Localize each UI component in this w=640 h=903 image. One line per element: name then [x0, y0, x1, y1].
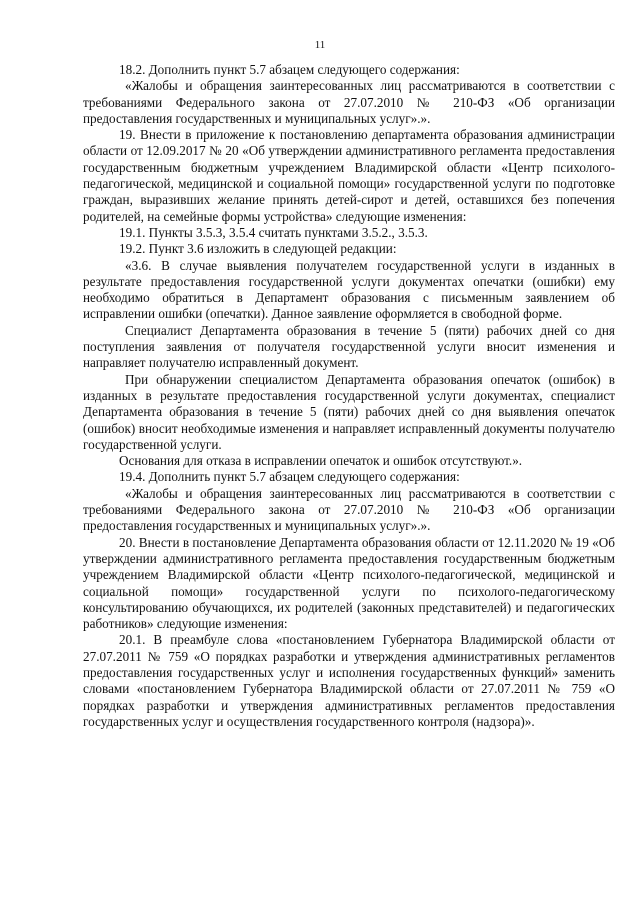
paragraph-19-1: 19.1. Пункты 3.5.3, 3.5.4 считать пунктами 3.5.2., 3.5.3.	[119, 224, 428, 240]
paragraph-18-2: 18.2. Дополнить пункт 5.7 абзацем следующего содержания:	[119, 62, 460, 77]
paragraph-18-2-quote: «Жалобы и обращения заинтересованных лиц рассматриваются в соответствии с требованиями Федерального закона от 27.07.2010 № 210-ФЗ «Об организации предоставления государственных и муниципальных услуг».».	[83, 78, 615, 126]
paragraph-19: 19. Внести в приложение к постановлению департамента образования администрации области от 12.09.2017 № 20 «Об утверждении административного регламента предоставления государственным бюджетным учреждением Владимирской области «Центр психолого-педагогической, медицинской и социальной помощи» государственной услуги по подготовке граждан, выразивших желание принять детей-сирот и детей, оставшихся без попечения родителей, на семейные формы устройства» следующие изменения:	[83, 127, 615, 224]
paragraph-19-4: 19.4. Дополнить пункт 5.7 абзацем следующего содержания:	[119, 469, 460, 485]
document-body	[83, 62, 615, 730]
paragraph-19-4-quote: «Жалобы и обращения заинтересованных лиц рассматриваются в соответствии с требованиями Федерального закона от 27.07.2010 № 210-ФЗ «Об организации предоставления государственных и муниципальных услуг».».	[83, 485, 615, 534]
paragraph-specialist: Специалист Департамента образования в течение 5 (пяти) рабочих дней со дня поступления заявления от получателя государственной услуги вносит изменения и направляет получателю исправленный документ.	[83, 322, 615, 371]
paragraph-20: 20. Внести в постановление Департамента образования области от 12.11.2020 № 19 «Об утверждении административного регламента предоставления государственным бюджетным учреждением Владимирской области «Центр психолого-педагогической, медицинской и социальной помощи» государственной услуги по психолого-педагогическому консультированию обучающихся, их родителей (законных представителей) и педагогических работников» следующие изменения:	[83, 534, 615, 632]
paragraph-3-6-quote: «3.6. В случае выявления получателем государственной услуги в изданных в результате предоставления государственной услуги документах опечатки (ошибки) ему необходимо обратиться в Департамент образования с письменным заявлением об исправлении ошибки (опечатки). Данное заявление оформляется в свободной форме.	[83, 257, 615, 322]
paragraph-typo-detection: При обнаружении специалистом Департамента образования опечаток (ошибок) в изданных в результате предоставления государственной услуги документах, специалист Департамента образования в течение 5 (пяти) рабочих дней со дня выявления опечаток (ошибок) вносит необходимые изменения и направляет исправленный документы получателю государственной услуги.	[83, 371, 615, 452]
paragraph-20-1: 20.1. В преамбуле слова «постановлением Губернатора Владимирской области от 27.07.2011 № 759 «О порядках разработки и утверждения административных регламентов предоставления государственных услуг и исполнения государственных функций» заменить словами «постановлением Губернатора Владимирской области от 27.07.2011 № 759 «О порядках разработки и утверждения административных регламентов предоставления государственных услуг и осуществления государственного контроля (надзора)».	[83, 632, 615, 729]
paragraph-19-2: 19.2. Пункт 3.6 изложить в следующей редакции:	[119, 241, 397, 257]
paragraph-refusal-grounds: Основания для отказа в исправлении опечаток и ошибок отсутствуют.».	[119, 453, 523, 469]
page-number: 11	[314, 39, 326, 51]
